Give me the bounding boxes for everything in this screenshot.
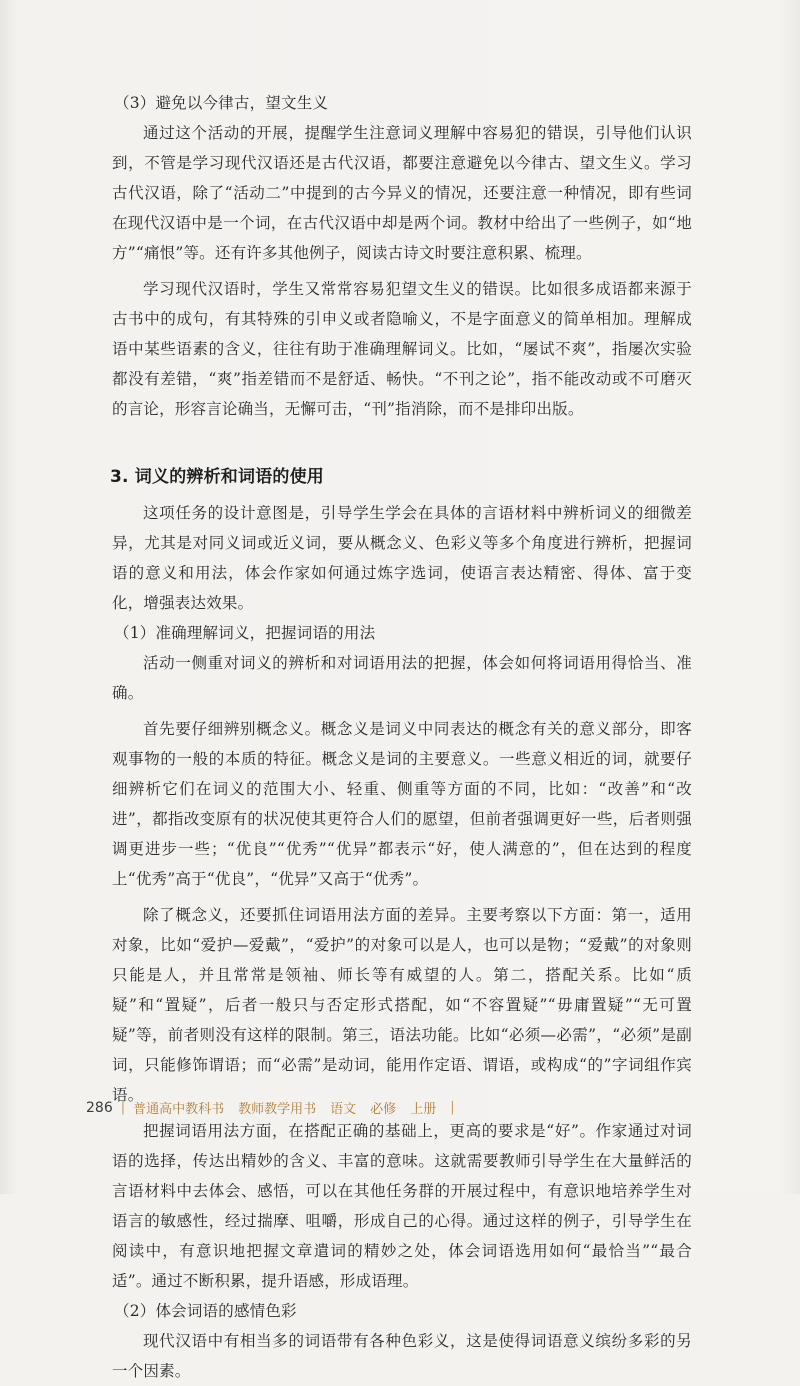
- footer-volume-label: 上册: [410, 1102, 437, 1117]
- page-footer: [86, 1098, 455, 1117]
- subheading-emotional-color: （2）体会词语的感情色彩: [114, 1302, 297, 1320]
- footer-separator: |: [450, 1100, 455, 1115]
- paragraph: 把握词语用法方面，在搭配正确的基础上，更高的要求是“好”。作家通过对词语的选择，传达出精妙的含义、丰富的意味。这就需要教师引导学生在大量鲜活的言语材料中去体会、感悟，可以在其他任务群的开展过程中，有意识地培养学生对语言的敏感性，经过揣摩、咀嚼，形成自己的心得。通过这样的例子，引导学生在阅读中，有意识地把握文章遣词的精妙之处，体会词语选用如何“最恰当”“最合适”。通过不断积累，提升语感，形成语理。: [112, 1122, 692, 1290]
- footer-level-label: 必修: [370, 1102, 397, 1117]
- paragraph: 现代汉语中有相当多的词语带有各种色彩义，这是使得词语意义缤纷多彩的另一个因素。: [112, 1332, 692, 1380]
- section-title: 3. 词义的辨析和词语的使用: [110, 467, 325, 487]
- footer-book-label: 普通高中教科书: [133, 1102, 225, 1117]
- section-intro-paragraph: 这项任务的设计意图是，引导学生学会在具体的言语材料中辨析词义的细微差异，尤其是对同义词或近义词，要从概念义、色彩义等多个角度进行辨析，把握词语的意义和用法，体会作家如何通过炼字选词，使语言表达精密、得体、富于变化，增强表达效果。: [112, 504, 692, 612]
- footer-subject-label: 语文: [330, 1102, 357, 1117]
- paragraph: 学习现代汉语时，学生又常常容易犯望文生义的错误。比如很多成语都来源于古书中的成句，有其特殊的引申义或者隐喻义，不是字面意义的简单相加。理解成语中某些语素的含义，往往有助于准确理解词义。比如，“屡试不爽”，指屡次实验都没有差错，“爽”指差错而不是舒适、畅快。“不刊之论”，指不能改动或不可磨灭的言论，形容言论确当，无懈可击，“刊”指消除，而不是排印出版。: [112, 280, 692, 418]
- page-content: [112, 88, 692, 1386]
- subheading-word-usage: （1）准确理解词义，把握词语的用法: [114, 624, 376, 642]
- footer-separator: |: [120, 1100, 126, 1115]
- page-number: 286: [86, 1099, 113, 1116]
- paragraph: 活动一侧重对词义的辨析和对词语用法的把握，体会如何将词语用得恰当、准确。: [112, 654, 692, 702]
- paragraph: 通过这个活动的开展，提醒学生注意词义理解中容易犯的错误，引导他们认识到，不管是学习现代汉语还是古代汉语，都要注意避免以今律古、望文生义。学习古代汉语，除了“活动二”中提到的古今异义的情况，还要注意一种情况，即有些词在现代汉语中是一个词，在古代汉语中却是两个词。教材中给出了一些例子，如“地方”“痛恨”等。还有许多其他例子，阅读古诗文时要注意积累、梳理。: [112, 124, 692, 262]
- subheading-avoid-anachronism: （3）避免以今律古，望文生义: [114, 94, 329, 112]
- paragraph: 首先要仔细辨别概念义。概念义是词义中同表达的概念有关的意义部分，即客观事物的一般的本质的特征。概念义是词的主要意义。一些意义相近的词，就要仔细辨析它们在词义的范围大小、轻重、侧重等方面的不同，比如：“改善”和“改进”，都指改变原有的状况使其更符合人们的愿望，但前者强调更好一些，后者则强调更进步一些；“优良”“优秀”“优异”都表示“好，使人满意的”，但在达到的程度上“优秀”高于“优良”，“优异”又高于“优秀”。: [112, 720, 692, 888]
- paragraph: 除了概念义，还要抓住词语用法方面的差异。主要考察以下方面：第一，适用对象，比如“爱护—爱戴”，“爱护”的对象可以是人，也可以是物；“爱戴”的对象则只能是人，并且常常是领袖、师长等有威望的人。第二，搭配关系。比如“质疑”和“置疑”，后者一般只与否定形式搭配，如“不容置疑”“毋庸置疑”“无可置疑”等，前者则没有这样的限制。第三，语法功能。比如“必须—必需”，“必须”是副词，只能修饰谓语；而“必需”是动词，能用作定语、谓语，或构成“的”字词组作宾语。: [112, 906, 692, 1104]
- footer-kind-label: 教师教学用书: [238, 1102, 317, 1117]
